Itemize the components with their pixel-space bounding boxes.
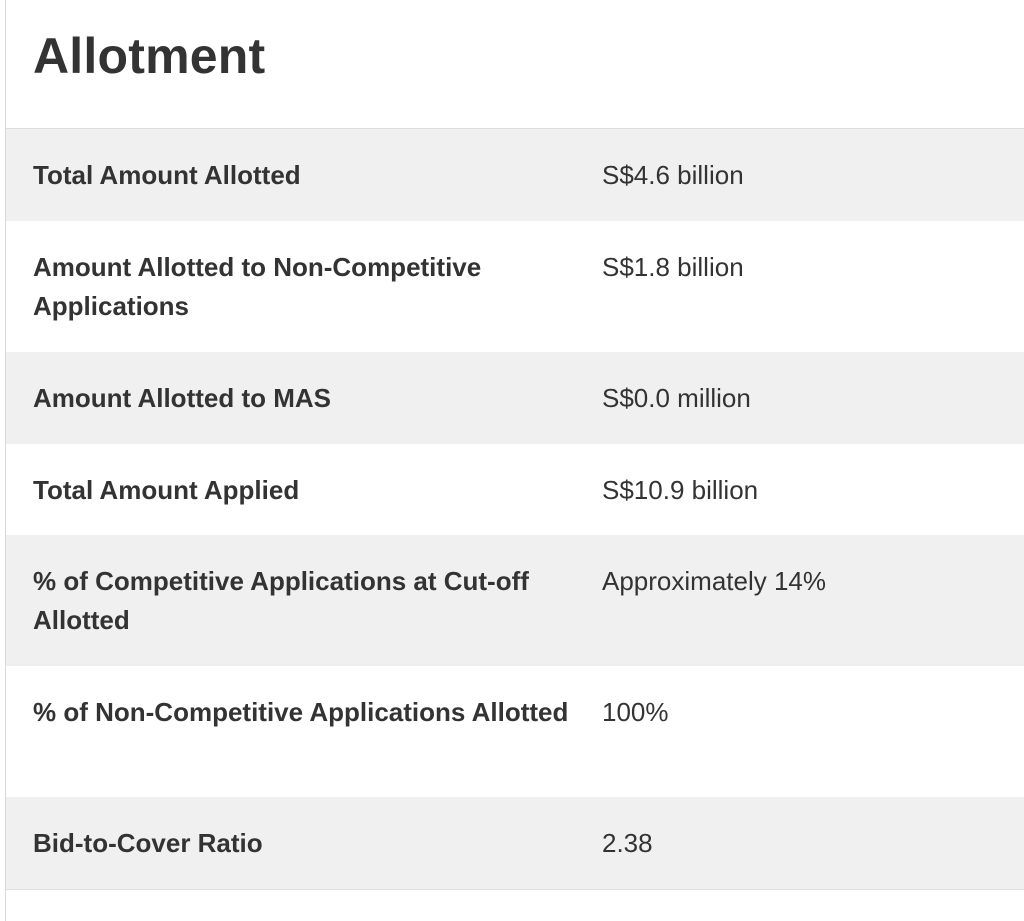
row-value: S$1.8 billion	[602, 252, 744, 282]
row-label: Amount Allotted to Non-Competitive Applications	[33, 252, 482, 321]
table-row	[6, 666, 1024, 797]
table-row	[6, 797, 1024, 889]
table-row	[6, 535, 1024, 666]
row-value: S$4.6 billion	[602, 160, 744, 190]
table-bottom-divider	[6, 889, 1024, 890]
row-value: S$10.9 billion	[602, 475, 759, 505]
row-label: Total Amount Allotted	[33, 160, 301, 190]
table-row	[6, 221, 1024, 352]
allotment-table	[6, 129, 1024, 889]
row-label: % of Competitive Applications at Cut-off Allotted	[33, 566, 529, 635]
row-value: 2.38	[602, 828, 653, 858]
page-title: Allotment	[33, 28, 266, 84]
row-value: Approximately 14%	[602, 566, 826, 596]
row-value: 100%	[602, 697, 669, 727]
row-label: Total Amount Applied	[33, 475, 300, 505]
table-row	[6, 352, 1024, 444]
row-label: Bid-to-Cover Ratio	[33, 828, 263, 858]
row-value: S$0.0 million	[602, 383, 751, 413]
table-row	[6, 444, 1024, 535]
table-row	[6, 129, 1024, 221]
row-label: Amount Allotted to MAS	[33, 383, 331, 413]
row-label: % of Non-Competitive Applications Allotted	[33, 697, 569, 727]
